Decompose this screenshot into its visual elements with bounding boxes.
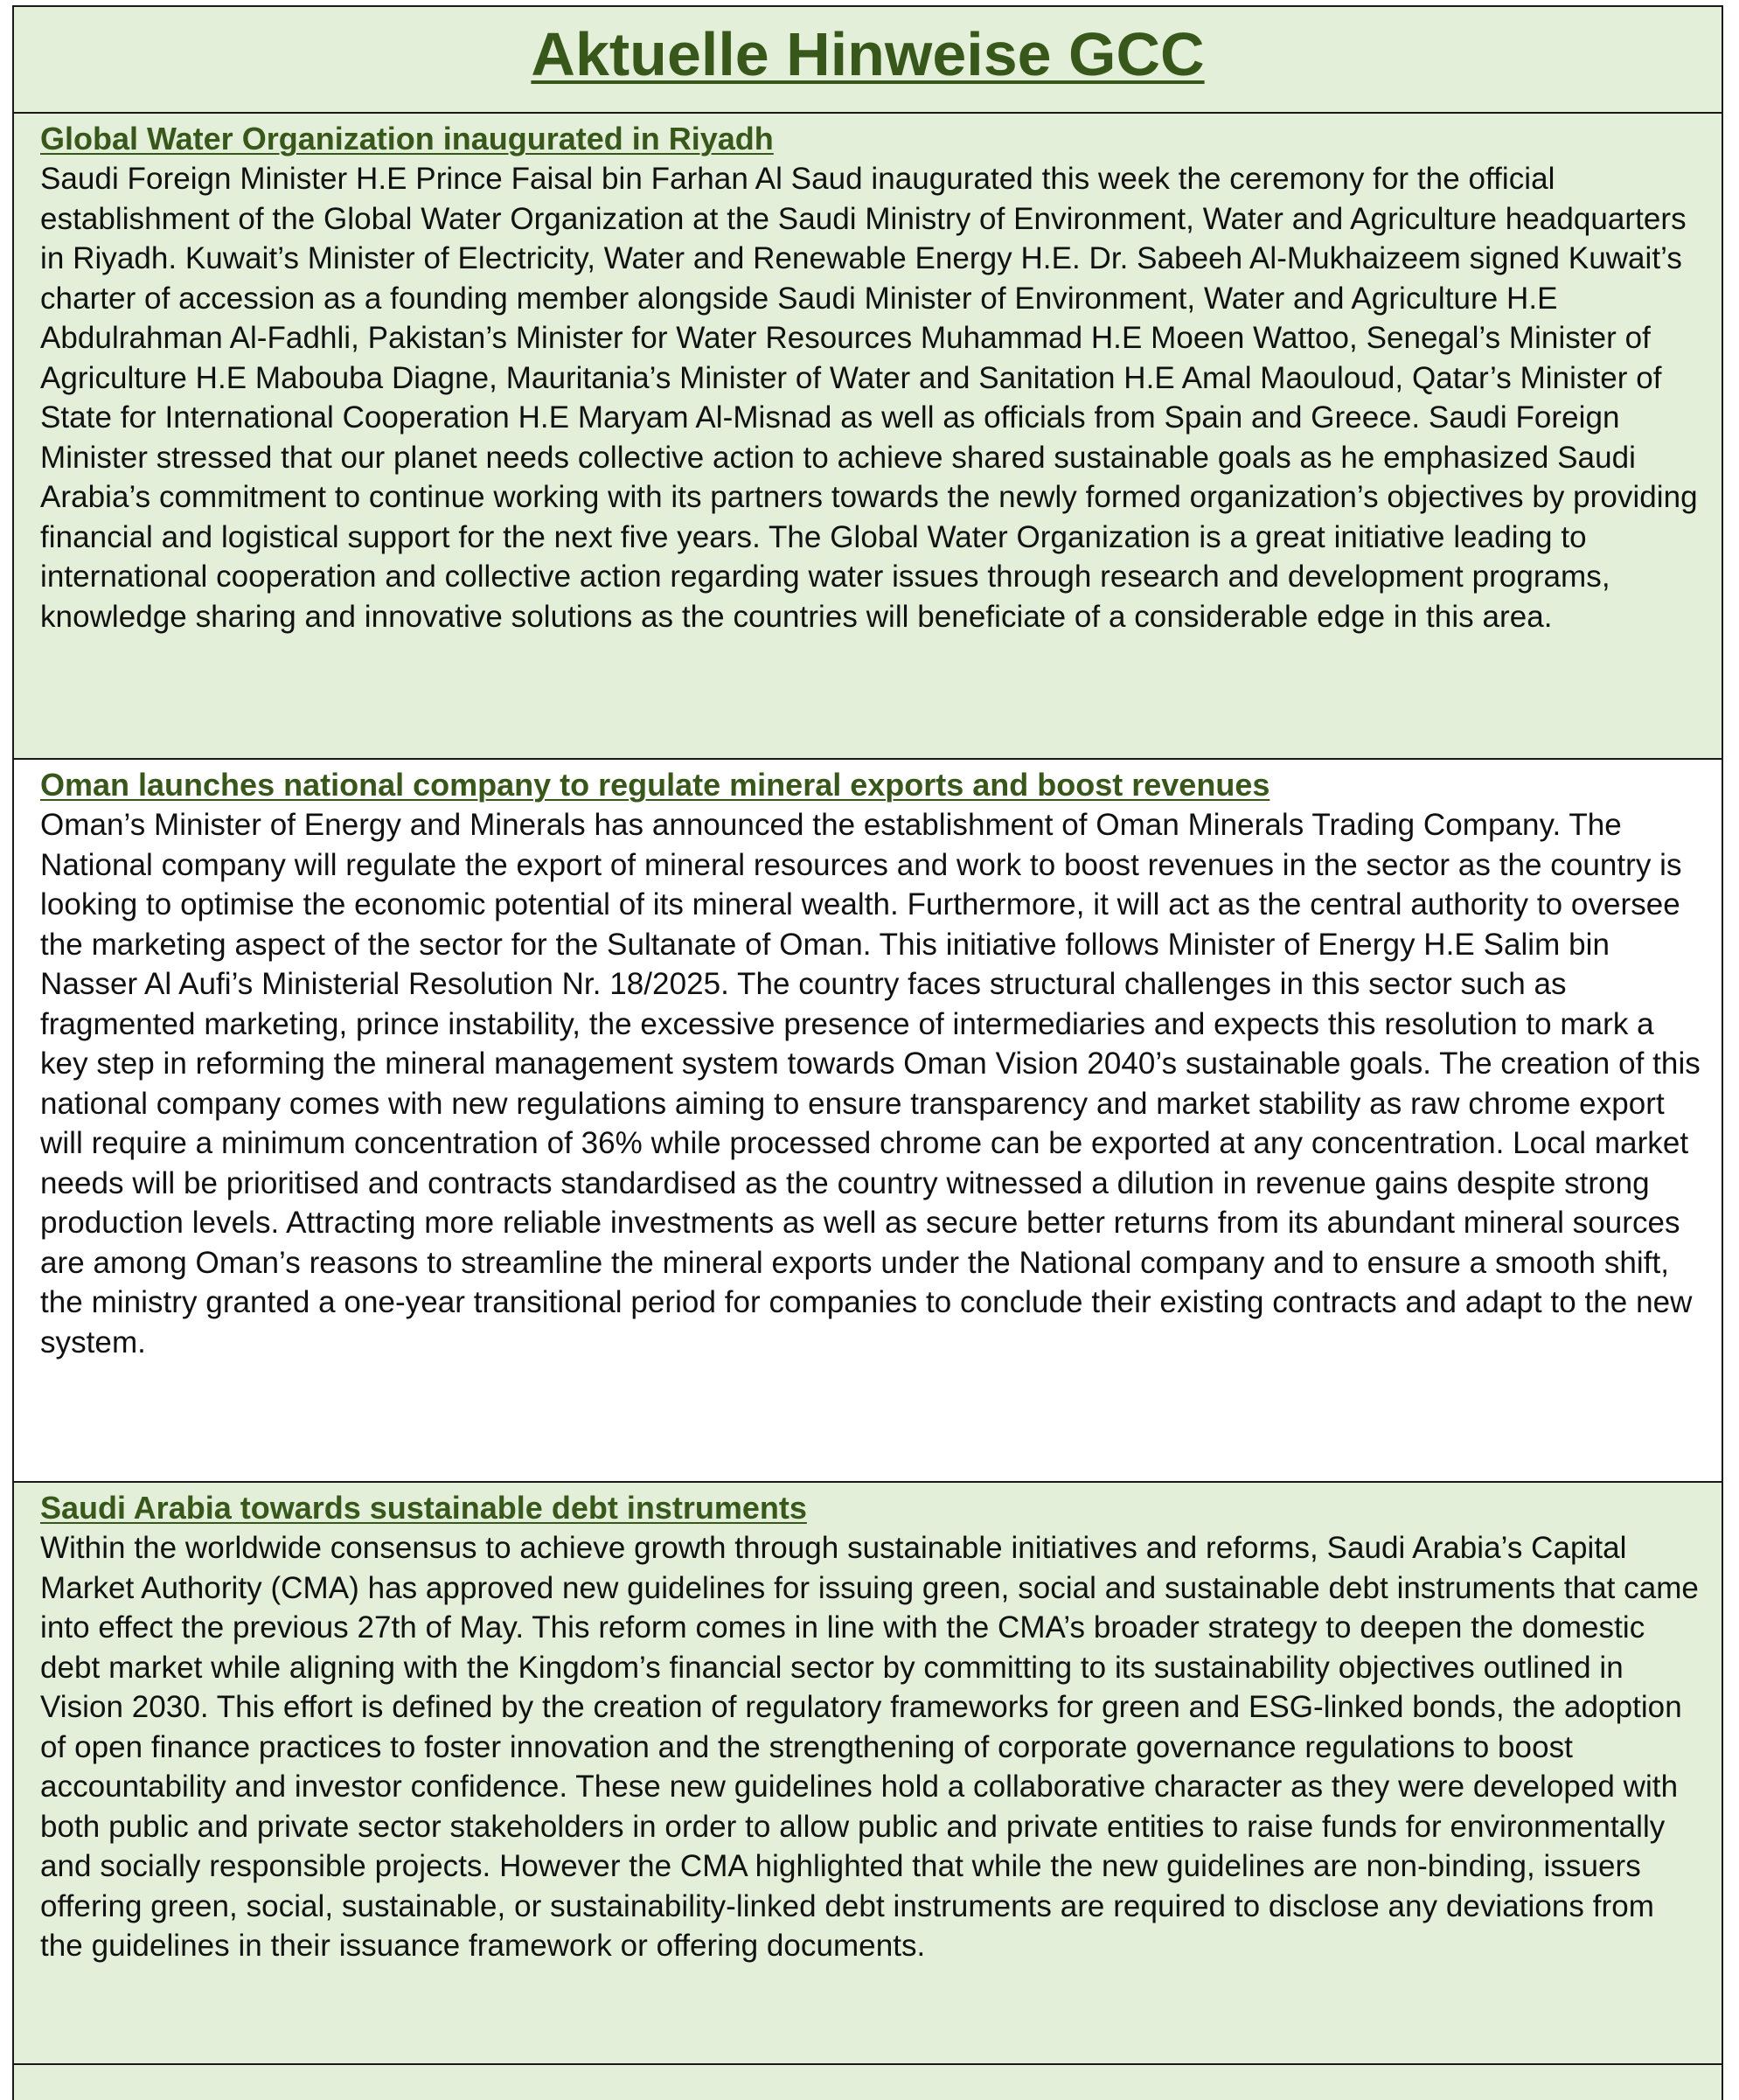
page-title: Aktuelle Hinweise GCC [531,20,1205,88]
news-table [12,5,1723,2100]
title-row [14,5,1722,114]
news-item [14,1483,1722,2065]
next-row-partial [14,2065,1722,2100]
news-body: Oman’s Minister of Energy and Minerals has announced the establishment of Oman Minerals Trading Company. The National company will regulate the export of mineral resources and work to boost revenues in the sector as the country is looking to optimise the economic potential of its mineral wealth. Furthermore, it will act as the central authority to oversee the marketing aspect of the sector for the Sultanate of Oman. This initiative follows Minister of Energy H.E Salim bin Nasser Al Aufi’s Ministerial Resolution Nr. 18/2025. The country faces structural challenges in this sector such as fragmented marketing, prince instability, the excessive presence of intermediaries and expects this resolution to mark a key step in reforming the mineral management system towards Oman Vision 2040’s sustainable goals. The creation of this national company comes with new regulations aiming to ensure transparency and market stability as raw chrome export will require a minimum concentration of 36% while processed chrome can be exported at any concentration. Local market needs will be prioritised and contracts standardised as the country witnessed a dilution in revenue gains despite strong production levels. Attracting more reliable investments as well as secure better returns from its abundant mineral sources are among Oman’s reasons to streamline the mineral exports under the National company and to ensure a smooth shift, the ministry granted a one-year transitional period for companies to conclude their existing contracts and adapt to the new system. [40,808,1701,1359]
news-item [14,760,1722,1483]
news-heading: Oman launches national company to regulate mineral exports and boost revenues [40,767,1270,803]
news-body: Saudi Foreign Minister H.E Prince Faisal bin Farhan Al Saud inaugurated this week the ceremony for the official establishment of the Global Water Organization at the Saudi Ministry of Environment, Water and Agriculture headquarters in Riyadh. Kuwait’s Minister of Electricity, Water and Renewable Energy H.E. Dr. Sabeeh Al-Mukhaizeem signed Kuwait’s charter of accession as a founding member alongside Saudi Minister of Environment, Water and Agriculture H.E Abdulrahman Al-Fadhli, Pakistan’s Minister for Water Resources Muhammad H.E Moeen Wattoo, Senegal’s Minister of Agriculture H.E Mabouba Diagne, Mauritania’s Minister of Water and Sanitation H.E Amal Maouloud, Qatar’s Minister of State for International Cooperation H.E Maryam Al-Misnad as well as officials from Spain and Greece. Saudi Foreign Minister stressed that our planet needs collective action to achieve shared sustainable goals as he emphasized Saudi Arabia’s commitment to continue working with its partners towards the newly formed organization’s objectives by providing financial and logistical support for the next five years. The Global Water Organization is a great initiative leading to international cooperation and collective action regarding water issues through research and development programs, knowledge sharing and innovative solutions as the countries will beneficiate of a considerable edge in this area. [40,162,1698,634]
news-heading: Global Water Organization inaugurated in Riyadh [40,121,774,156]
news-item [14,114,1722,760]
news-heading: Saudi Arabia towards sustainable debt instruments [40,1490,807,1526]
news-body: Within the worldwide consensus to achieve growth through sustainable initiatives and reforms, Saudi Arabia’s Capital Market Authority (CMA) has approved new guidelines for issuing green, social and sustainable debt instruments that came into effect the previous 27th of May. This reform comes in line with the CMA’s broader strategy to deepen the domestic debt market while aligning with the Kingdom’s financial sector by committing to its sustainability objectives outlined in Vision 2030. This effort is defined by the creation of regulatory frameworks for green and ESG-linked bonds, the adoption of open finance practices to foster innovation and the strengthening of corporate governance regulations to boost accountability and investor confidence. These new guidelines hold a collaborative character as they were developed with both public and private sector stakeholders in order to allow public and private entities to raise funds for environmentally and socially responsible projects. However the CMA highlighted that while the new guidelines are non-binding, issuers offering green, social, sustainable, or sustainability-linked debt instruments are required to disclose any deviations from the guidelines in their issuance framework or offering documents. [40,1531,1699,1963]
